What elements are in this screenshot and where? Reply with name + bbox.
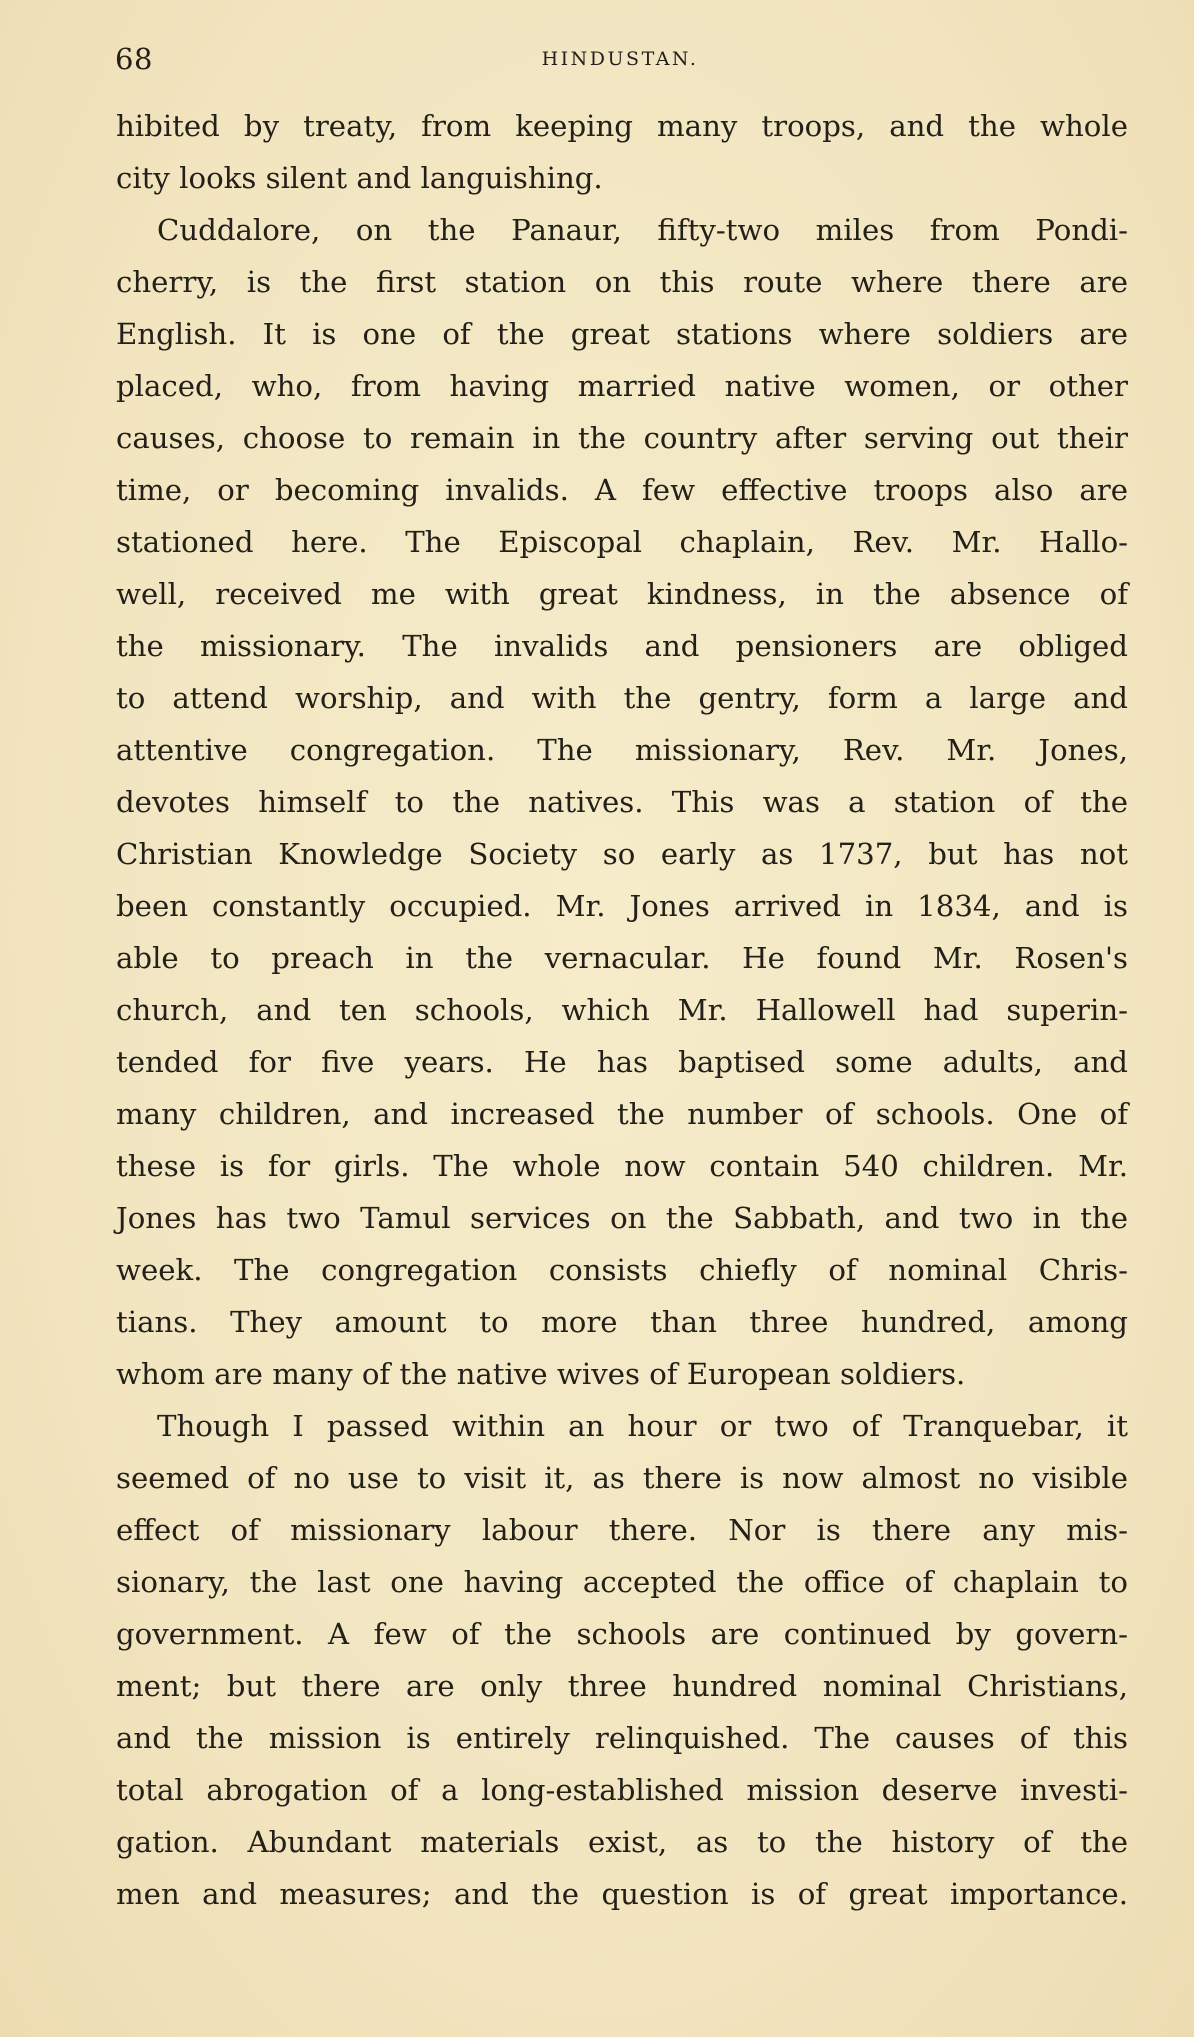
text-line: Christian Knowledge Society so early as 1737, but has not [116,837,1128,871]
text-line: seemed of no use to visit it, as there is now almost no visible [116,1461,1128,1495]
text-line: placed, who, from having married native women, or other [116,369,1128,403]
body-text [116,100,1128,1920]
text-line: able to preach in the vernacular. He found Mr. Rosen's [116,941,1128,975]
text-line: total abrogation of a long-established mission deserve investi- [116,1773,1128,1807]
text-line: causes, choose to remain in the country after serving out their [116,421,1128,455]
page-number: 68 [115,42,153,76]
page-header [115,42,1125,86]
text-line: ment; but there are only three hundred nominal Christians, [116,1669,1128,1703]
text-line: attentive congregation. The missionary, Rev. Mr. Jones, [116,733,1128,767]
text-line: week. The congregation consists chiefly of nominal Chris- [116,1253,1128,1287]
text-line: been constantly occupied. Mr. Jones arrived in 1834, and is [116,889,1128,923]
text-line: and the mission is entirely relinquished. The causes of this [116,1721,1128,1755]
text-line: tended for five years. He has baptised some adults, and [116,1045,1128,1079]
text-line: church, and ten schools, which Mr. Hallowell had superin- [116,993,1128,1027]
text-line: many children, and increased the number of schools. One of [116,1097,1128,1131]
text-line: hibited by treaty, from keeping many troops, and the whole [116,109,1128,143]
text-line: well, received me with great kindness, in the absence of [116,577,1128,611]
text-line: gation. Abundant materials exist, as to the history of the [116,1825,1128,1859]
text-line: the missionary. The invalids and pensioners are obliged [116,629,1128,663]
text-line: whom are many of the native wives of European soldiers. [116,1357,966,1391]
text-line: men and measures; and the question is of great importance. [116,1877,1128,1911]
text-line: to attend worship, and with the gentry, form a large and [116,681,1128,715]
text-line: effect of missionary labour there. Nor is there any mis- [116,1513,1128,1547]
text-line: Jones has two Tamul services on the Sabbath, and two in the [116,1201,1128,1235]
text-line: sionary, the last one having accepted the office of chaplain to [116,1565,1128,1599]
text-line: English. It is one of the great stations where soldiers are [116,317,1128,351]
paragraph-start-line: Though I passed within an hour or two of Tranquebar, it [157,1409,1128,1443]
text-line: city looks silent and languishing. [116,161,603,195]
paragraph-start-line: Cuddalore, on the Panaur, fifty-two miles from Pondi- [157,213,1128,247]
text-line: time, or becoming invalids. A few effective troops also are [116,473,1128,507]
text-line: stationed here. The Episcopal chaplain, Rev. Mr. Hallo- [116,525,1128,559]
text-line: tians. They amount to more than three hundred, among [116,1305,1128,1339]
running-head: HINDUSTAN. [541,48,699,70]
text-line: government. A few of the schools are continued by govern- [116,1617,1128,1651]
text-line: cherry, is the first station on this route where there are [116,265,1128,299]
text-line: devotes himself to the natives. This was a station of the [116,785,1128,819]
text-line: these is for girls. The whole now contain 540 children. Mr. [116,1149,1128,1183]
